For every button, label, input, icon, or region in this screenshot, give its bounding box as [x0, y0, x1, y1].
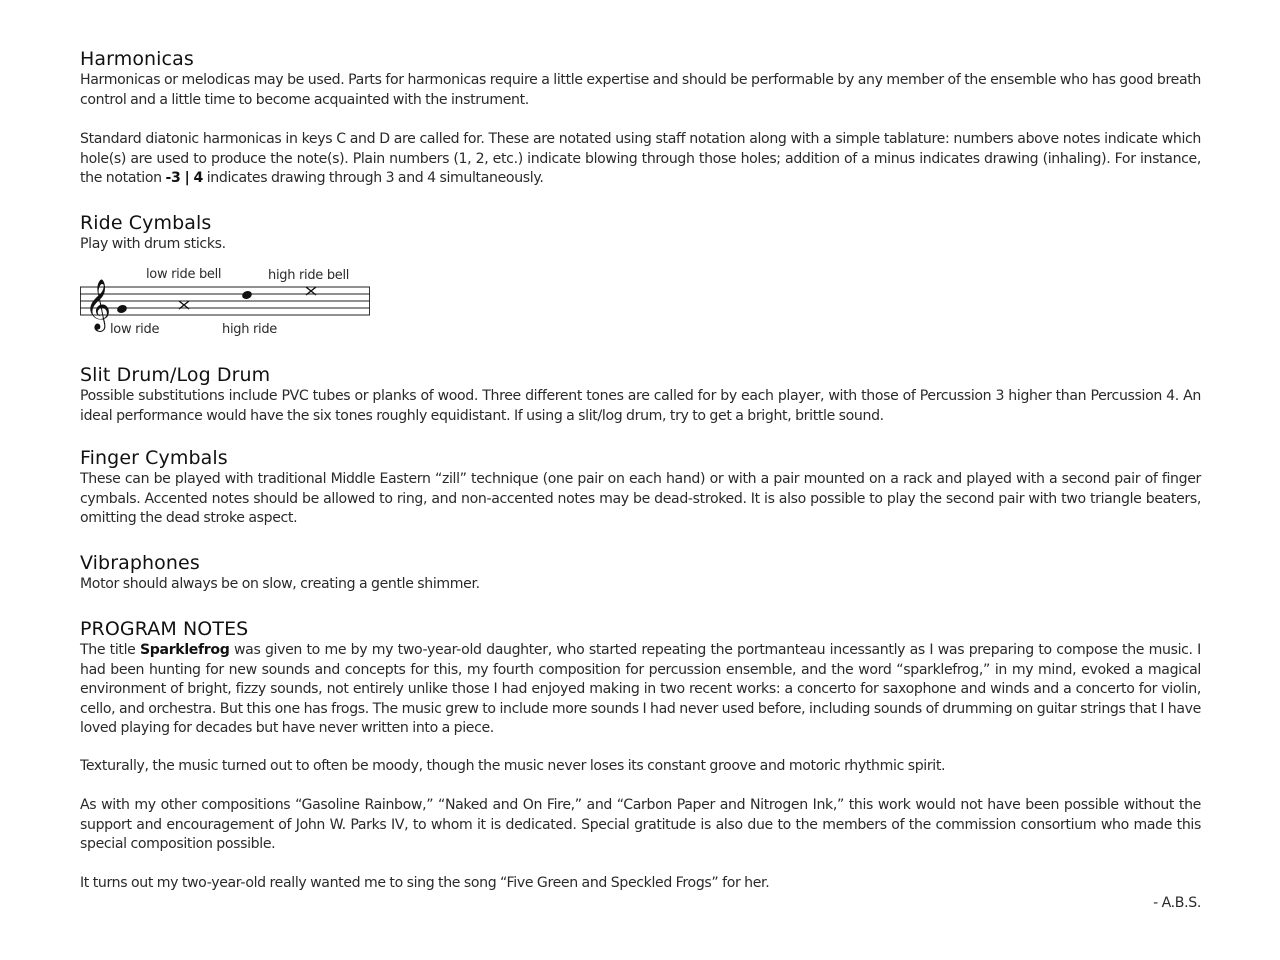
finger-cymbals-text: These can be played with traditional Middle Eastern “zill” technique (one pair on each hand) or with a pair mounted on a rack and played with a second pair of finger cymbals. Accented notes should be allowed to ring, and non-accented notes may be dead-stroked. It is also possible to play the second pair with two triangle beaters, omitting the dead stroke aspect. [80, 471, 1201, 527]
label-high-ride-bell: high ride bell [268, 268, 350, 283]
treble-clef-icon: 𝄞 [85, 279, 112, 330]
slit-drum-section [80, 363, 1201, 426]
ride-cymbals-heading: Ride Cymbals [80, 212, 212, 234]
harmonicas-p2-notation: -3 | 4 [165, 170, 203, 187]
label-low-ride: low ride [110, 322, 160, 337]
program-notes-section-2 [80, 757, 1201, 777]
harmonicas-heading: Harmonicas [80, 48, 194, 70]
program-notes-paragraph-1 [80, 641, 1201, 739]
finger-cymbals-section [80, 446, 1201, 529]
program-p1-text-b: was given to me by my two-year-old daughter, who started repeating the portmanteau incessantly as I was preparing to compose the music. I had been hunting for new sounds and concepts for this, my fourth composition for percussion ensemble, and the word “sparklefrog,” in my mind, evoked a magical environment of bright, fizzy sounds, not entirely unlike those I had enjoyed making in two recent works: a concerto for saxophone and winds and a concerto for violin, cello, and orchestra. But this one has frogs. The music grew to include more sounds I had never used before, including sounds of drumming on guitar strings that I have loved playing for decades but have never written into a piece. [80, 642, 1201, 737]
harmonicas-paragraph-2 [80, 130, 1201, 189]
slit-drum-heading: Slit Drum/Log Drum [80, 364, 271, 386]
program-p1-title: Sparklefrog [140, 642, 230, 658]
program-notes-heading: PROGRAM NOTES [80, 618, 249, 640]
harmonicas-p2-text-a: Standard diatonic harmonicas in keys C and D are called for. These are notated using staff notation along with a simple tablature: numbers above notes indicate which hole(s) are used to produce the note(s). Plain numbers (1, 2, etc.) indicate blowing through those holes; addition of a minus indicates drawing (inhaling). For instance, the notation [80, 131, 1201, 187]
ride-cymbals-section [80, 211, 1201, 255]
program-notes-section [80, 617, 1201, 739]
harmonicas-p2-text-b: indicates drawing through 3 and 4 simultaneously. [203, 170, 544, 187]
harmonicas-section-2 [80, 130, 1201, 189]
vibraphones-text: Motor should always be on slow, creating a gentle shimmer. [80, 576, 480, 592]
ride-cymbal-notation [80, 265, 380, 345]
note-high-ride [241, 290, 253, 301]
vibraphones-section [80, 551, 1201, 595]
signature: - A.B.S. [1153, 894, 1201, 911]
harmonicas-paragraph-1: Harmonicas or melodicas may be used. Parts for harmonicas require a little expertise and should be performable by any member of the ensemble who has good breath control and a little time to become acquainted with the instrument. [80, 72, 1201, 108]
finger-cymbals-heading: Finger Cymbals [80, 447, 228, 469]
harmonicas-section [80, 47, 1201, 110]
slit-drum-text: Possible substitutions include PVC tubes or planks of wood. Three different tones are called for by each player, with those of Percussion 3 higher than Percussion 4. An ideal performance would have the six tones roughly equidistant. If using a slit/log drum, try to get a bright, brittle sound. [80, 388, 1201, 424]
program-p1-text-a: The title [80, 642, 140, 658]
ride-cymbals-text: Play with drum sticks. [80, 236, 226, 252]
note-low-ride [116, 304, 128, 315]
program-notes-paragraph-4: It turns out my two-year-old really wanted me to sing the song “Five Green and Speckled Frogs” for her. [80, 875, 770, 891]
program-notes-paragraph-2: Texturally, the music turned out to often be moody, though the music never loses its constant groove and motoric rhythmic spirit. [80, 758, 946, 774]
vibraphones-heading: Vibraphones [80, 552, 200, 574]
program-notes-paragraph-3: As with my other compositions “Gasoline Rainbow,” “Naked and On Fire,” and “Carbon Paper and Nitrogen Ink,” this work would not have been possible without the support and encouragement of John W. Parks IV, to whom it is dedicated. Special gratitude is also due to the members of the commission consortium who made this special composition possible. [80, 797, 1201, 853]
program-notes-section-3 [80, 796, 1201, 855]
label-low-ride-bell: low ride bell [146, 267, 222, 282]
label-high-ride: high ride [222, 322, 277, 337]
program-notes-section-4 [80, 874, 1201, 913]
